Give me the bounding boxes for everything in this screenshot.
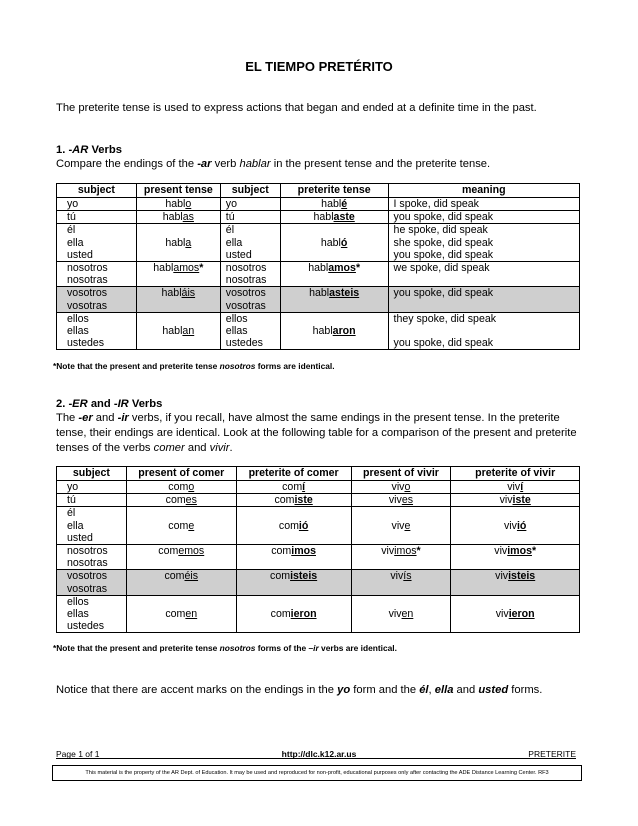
table-row: vosotros vosotras habláis vosotros vosotras hablasteis you spoke, did speak — [57, 287, 580, 312]
table-row: tú comes comiste vives viviste — [57, 494, 580, 507]
column-header: preterite of comer — [236, 467, 351, 481]
footer-disclaimer: This material is the property of the AR Dept. of Education. It may be used and reproduced for non-profit, educational purposes only after contacting the ADE Distance Learning Center. RF3 — [52, 765, 582, 781]
er-ir-verb-table — [56, 466, 580, 633]
section1-footnote: *Note that the present and preterite tense nosotros forms are identical. — [53, 361, 335, 371]
column-header: subject — [220, 184, 280, 198]
column-header: present of comer — [126, 467, 236, 481]
footer-url: http://dlc.k12.ar.us — [281, 749, 357, 759]
section1-description: Compare the endings of the -ar verb hablar in the present tense and the preterite tense. — [56, 158, 491, 170]
section2-description: The -er and -ir verbs, if you recall, have almost the same endings in the present tense. In the preterite tense, their endings are identical. Look at the following table for a comparison of the present and preterite tenses of the verbs comer and vivir. — [56, 412, 577, 454]
footer-divider — [56, 758, 576, 759]
table-row: ellos ellas ustedes hablan ellos ellas ustedes hablaron they spoke, did speak you spoke, did speak — [57, 312, 580, 350]
section2-heading: 2. -ER and -IR Verbs — [56, 398, 163, 410]
ar-verb-table — [56, 183, 580, 350]
column-header: present of vivir — [351, 467, 451, 481]
table-row: vosotros vosotras coméis comisteis vivís vivisteis — [57, 570, 580, 595]
column-header: present tense — [136, 184, 220, 198]
table-row: tú hablas tú hablaste you spoke, did speak — [57, 211, 580, 224]
column-header: meaning — [388, 184, 579, 198]
page-title: EL TIEMPO PRETÉRITO — [245, 59, 393, 74]
column-header: preterite of vivir — [451, 467, 580, 481]
closing-paragraph: Notice that there are accent marks on the endings in the yo form and the él, ella and usted forms. — [56, 684, 543, 696]
table-row: él ella usted habla él ella usted habló he spoke, did speak she spoke, did speak you spoke, did speak — [57, 224, 580, 262]
table-header-row — [57, 184, 580, 198]
column-header: subject — [57, 467, 127, 481]
table-header-row — [57, 467, 580, 481]
table-row: yo como comí vivo viví — [57, 481, 580, 494]
table-row: ellos ellas ustedes comen comieron viven vivieron — [57, 595, 580, 633]
table-row: él ella usted come comió vive vivió — [57, 507, 580, 545]
table-row: yo hablo yo hablé I spoke, did speak — [57, 198, 580, 211]
column-header: subject — [57, 184, 137, 198]
intro-paragraph: The preterite tense is used to express actions that began and ended at a definite time in the past. — [56, 102, 537, 114]
column-header: preterite tense — [280, 184, 388, 198]
table-row: nosotros nosotras hablamos* nosotros nosotras hablamos* we spoke, did speak — [57, 262, 580, 287]
footer-label: PRETERITE — [528, 749, 576, 759]
footer-page-number: Page 1 of 1 — [56, 749, 100, 759]
section2-footnote: *Note that the present and preterite tense nosotros forms of the –ir verbs are identical. — [53, 643, 397, 653]
table-row: nosotros nosotras comemos comimos vivimos* vivimos* — [57, 545, 580, 570]
section1-heading: 1. -AR Verbs — [56, 144, 122, 156]
